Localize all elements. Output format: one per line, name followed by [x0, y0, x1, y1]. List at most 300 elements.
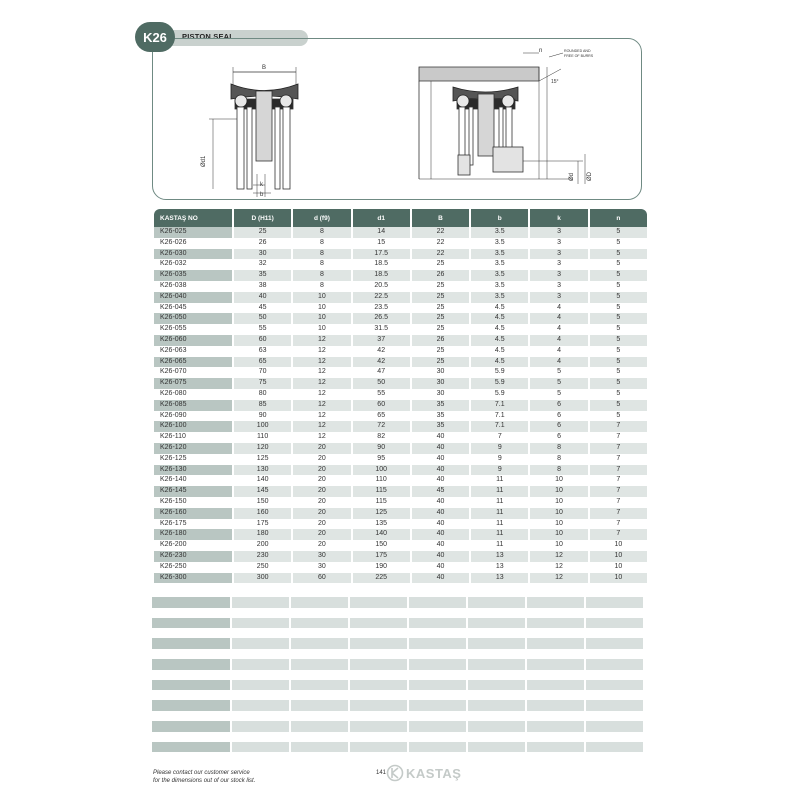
cell-n: 5: [590, 335, 647, 346]
cell-B: 30: [412, 378, 469, 389]
cell-k: 6: [530, 421, 587, 432]
cell-kastas-no: K26-140: [154, 475, 232, 486]
brand-name: KASTAŞ: [406, 765, 462, 781]
empty-cell: [152, 742, 230, 753]
cell-n: 10: [590, 551, 647, 562]
empty-table-row: [152, 618, 649, 629]
cell-B: 25: [412, 292, 469, 303]
cell-n: 7: [590, 432, 647, 443]
table-row: [154, 411, 647, 422]
cell-B: 30: [412, 389, 469, 400]
cell-n: 10: [590, 540, 647, 551]
footer-note: [153, 769, 255, 785]
cell-d1: 90: [353, 443, 410, 454]
empty-cell: [468, 742, 525, 753]
cell-d1: 65: [353, 411, 410, 422]
cell-n: 5: [590, 249, 647, 260]
cell-d1: 20.5: [353, 281, 410, 292]
empty-cell: [586, 721, 643, 732]
cell-n: 5: [590, 378, 647, 389]
cell-n: 5: [590, 357, 647, 368]
cell-n: 10: [590, 562, 647, 573]
cell-B: 40: [412, 475, 469, 486]
cell-kastas-no: K26-230: [154, 551, 232, 562]
empty-cell: [409, 721, 466, 732]
cell-b: 11: [471, 519, 528, 530]
table-row: [154, 303, 647, 314]
seal-installation-view: [419, 53, 585, 184]
empty-cell: [291, 618, 348, 629]
empty-cell: [350, 721, 407, 732]
empty-cell: [232, 721, 289, 732]
cell-kastas-no: K26-300: [154, 573, 232, 584]
cell-b: 7.1: [471, 421, 528, 432]
table-row: [154, 238, 647, 249]
empty-cell: [350, 700, 407, 711]
cell-D: 55: [234, 324, 291, 335]
empty-cell: [152, 700, 230, 711]
cell-d1: 110: [353, 475, 410, 486]
cell-D: 38: [234, 281, 291, 292]
cell-d1: 82: [353, 432, 410, 443]
empty-cell: [350, 680, 407, 691]
cell-B: 25: [412, 357, 469, 368]
col-header-D: D (H11): [234, 209, 291, 227]
col-header-kastas-no: KASTAŞ NO: [154, 209, 232, 227]
col-header-n: n: [590, 209, 647, 227]
empty-rows: [152, 597, 649, 763]
cell-b: 9: [471, 443, 528, 454]
cell-d1: 190: [353, 562, 410, 573]
dim-b-label: b: [260, 192, 264, 198]
cell-k: 6: [530, 400, 587, 411]
cell-b: 5.9: [471, 378, 528, 389]
cell-D: 300: [234, 573, 291, 584]
table-row: [154, 475, 647, 486]
empty-table-row: [152, 700, 649, 711]
cell-kastas-no: K26-110: [154, 432, 232, 443]
cell-k: 10: [530, 508, 587, 519]
cell-b: 13: [471, 551, 528, 562]
empty-cell: [232, 680, 289, 691]
cell-d: 20: [293, 454, 350, 465]
col-header-B: B: [412, 209, 469, 227]
cell-kastas-no: K26-120: [154, 443, 232, 454]
cell-d: 12: [293, 335, 350, 346]
cell-kastas-no: K26-180: [154, 529, 232, 540]
empty-cell: [586, 618, 643, 629]
cell-d: 20: [293, 519, 350, 530]
cell-k: 10: [530, 519, 587, 530]
cell-d1: 135: [353, 519, 410, 530]
cell-d1: 26.5: [353, 313, 410, 324]
empty-table-row: [152, 659, 649, 670]
cell-k: 6: [530, 432, 587, 443]
cell-n: 7: [590, 519, 647, 530]
cell-d: 8: [293, 249, 350, 260]
cell-B: 26: [412, 335, 469, 346]
table-row: [154, 508, 647, 519]
empty-cell: [350, 638, 407, 649]
table-row: [154, 378, 647, 389]
empty-cell: [291, 742, 348, 753]
table-row: [154, 313, 647, 324]
cell-k: 4: [530, 313, 587, 324]
table-row: [154, 519, 647, 530]
cell-b: 9: [471, 454, 528, 465]
cell-d: 8: [293, 259, 350, 270]
cell-kastas-no: K26-060: [154, 335, 232, 346]
empty-cell: [350, 597, 407, 608]
cell-B: 26: [412, 270, 469, 281]
empty-cell: [586, 700, 643, 711]
cell-D: 150: [234, 497, 291, 508]
cell-n: 5: [590, 400, 647, 411]
cell-D: 45: [234, 303, 291, 314]
cell-d: 20: [293, 540, 350, 551]
cell-k: 8: [530, 465, 587, 476]
cell-D: 75: [234, 378, 291, 389]
empty-cell: [409, 680, 466, 691]
table-row: [154, 562, 647, 573]
cell-d1: 50: [353, 378, 410, 389]
edge-note-line2: FREE OF BURRS: [564, 54, 594, 58]
cell-d1: 18.5: [353, 270, 410, 281]
cell-b: 4.5: [471, 335, 528, 346]
empty-cell: [586, 638, 643, 649]
cell-k: 3: [530, 227, 587, 238]
cell-B: 45: [412, 486, 469, 497]
cell-d: 12: [293, 400, 350, 411]
cell-n: 7: [590, 421, 647, 432]
empty-cell: [152, 618, 230, 629]
empty-cell: [468, 700, 525, 711]
cell-b: 3.5: [471, 270, 528, 281]
cell-B: 30: [412, 367, 469, 378]
cell-d: 12: [293, 421, 350, 432]
cell-kastas-no: K26-050: [154, 313, 232, 324]
cell-b: 4.5: [471, 303, 528, 314]
cell-d: 30: [293, 551, 350, 562]
cell-d: 20: [293, 508, 350, 519]
empty-cell: [291, 721, 348, 732]
cell-B: 40: [412, 551, 469, 562]
cell-d1: 95: [353, 454, 410, 465]
empty-cell: [232, 700, 289, 711]
table-row: [154, 454, 647, 465]
cell-kastas-no: K26-065: [154, 357, 232, 368]
cell-B: 35: [412, 411, 469, 422]
table-header-row: [154, 209, 647, 227]
cell-B: 40: [412, 529, 469, 540]
dim-B-label: B: [262, 65, 267, 71]
cell-d: 10: [293, 303, 350, 314]
cell-b: 3.5: [471, 227, 528, 238]
cell-n: 5: [590, 259, 647, 270]
cell-kastas-no: K26-090: [154, 411, 232, 422]
table-row: [154, 389, 647, 400]
dim-d1-label: Ød1: [201, 155, 207, 167]
empty-cell: [232, 638, 289, 649]
table-row: [154, 324, 647, 335]
cell-b: 11: [471, 486, 528, 497]
cell-d1: 100: [353, 465, 410, 476]
empty-cell: [409, 659, 466, 670]
cell-kastas-no: K26-130: [154, 465, 232, 476]
cell-B: 40: [412, 454, 469, 465]
table-row: [154, 335, 647, 346]
cell-k: 3: [530, 249, 587, 260]
cell-d: 20: [293, 475, 350, 486]
cell-d: 8: [293, 238, 350, 249]
empty-cell: [291, 597, 348, 608]
empty-cell: [586, 742, 643, 753]
cell-kastas-no: K26-145: [154, 486, 232, 497]
cell-D: 120: [234, 443, 291, 454]
footer-note-line1: Please contact our customer service: [153, 770, 250, 776]
cell-d: 20: [293, 497, 350, 508]
cell-kastas-no: K26-070: [154, 367, 232, 378]
cell-D: 130: [234, 465, 291, 476]
empty-cell: [152, 638, 230, 649]
cell-d1: 42: [353, 357, 410, 368]
cell-kastas-no: K26-025: [154, 227, 232, 238]
cell-B: 40: [412, 540, 469, 551]
cell-n: 7: [590, 475, 647, 486]
cell-k: 10: [530, 540, 587, 551]
cell-kastas-no: K26-200: [154, 540, 232, 551]
brand-logo: [386, 764, 461, 782]
cell-n: 5: [590, 313, 647, 324]
empty-cell: [350, 659, 407, 670]
dim-n-label: n: [539, 48, 543, 54]
empty-cell: [527, 742, 584, 753]
cell-B: 25: [412, 281, 469, 292]
cell-k: 10: [530, 486, 587, 497]
seal-cross-section: [209, 67, 298, 197]
cell-b: 13: [471, 573, 528, 584]
cell-B: 40: [412, 508, 469, 519]
cell-k: 4: [530, 303, 587, 314]
cell-D: 250: [234, 562, 291, 573]
cell-B: 25: [412, 324, 469, 335]
empty-cell: [409, 597, 466, 608]
empty-cell: [409, 638, 466, 649]
cell-d: 12: [293, 367, 350, 378]
empty-cell: [409, 700, 466, 711]
cell-b: 7.1: [471, 411, 528, 422]
cell-d1: 22.5: [353, 292, 410, 303]
dim-D-label: ØD: [587, 172, 593, 181]
cell-n: 7: [590, 486, 647, 497]
cell-D: 65: [234, 357, 291, 368]
cell-n: 5: [590, 303, 647, 314]
empty-table-row: [152, 680, 649, 691]
footer-note-line2: for the dimensions out of our stock list.: [153, 778, 256, 784]
cell-D: 25: [234, 227, 291, 238]
cell-d1: 55: [353, 389, 410, 400]
cell-k: 10: [530, 497, 587, 508]
cell-kastas-no: K26-160: [154, 508, 232, 519]
cell-d: 60: [293, 573, 350, 584]
cell-D: 40: [234, 292, 291, 303]
cell-kastas-no: K26-040: [154, 292, 232, 303]
cell-k: 3: [530, 238, 587, 249]
cell-n: 5: [590, 292, 647, 303]
cell-kastas-no: K26-026: [154, 238, 232, 249]
cell-b: 3.5: [471, 281, 528, 292]
empty-cell: [152, 659, 230, 670]
empty-cell: [291, 680, 348, 691]
cell-b: 3.5: [471, 292, 528, 303]
empty-cell: [527, 597, 584, 608]
cell-B: 40: [412, 432, 469, 443]
empty-cell: [152, 721, 230, 732]
empty-cell: [350, 618, 407, 629]
cell-B: 40: [412, 573, 469, 584]
cell-d: 12: [293, 346, 350, 357]
cell-D: 200: [234, 540, 291, 551]
cell-d: 12: [293, 411, 350, 422]
empty-table-row: [152, 597, 649, 608]
page-title: PISTON SEAL: [182, 32, 235, 41]
empty-cell: [468, 721, 525, 732]
cell-k: 3: [530, 281, 587, 292]
cell-b: 11: [471, 540, 528, 551]
cell-d1: 175: [353, 551, 410, 562]
table-row: [154, 443, 647, 454]
empty-cell: [527, 700, 584, 711]
table-row: [154, 346, 647, 357]
empty-cell: [468, 597, 525, 608]
cell-B: 40: [412, 465, 469, 476]
col-header-d1: d1: [353, 209, 410, 227]
empty-cell: [527, 721, 584, 732]
cell-D: 125: [234, 454, 291, 465]
cell-d1: 115: [353, 497, 410, 508]
table-row: [154, 292, 647, 303]
cell-kastas-no: K26-175: [154, 519, 232, 530]
cell-k: 4: [530, 324, 587, 335]
cell-kastas-no: K26-100: [154, 421, 232, 432]
table-row: [154, 270, 647, 281]
cell-b: 5.9: [471, 367, 528, 378]
table-row: [154, 432, 647, 443]
cell-d: 10: [293, 292, 350, 303]
cell-b: 13: [471, 562, 528, 573]
cell-n: 7: [590, 529, 647, 540]
cell-k: 8: [530, 443, 587, 454]
cell-n: 7: [590, 443, 647, 454]
cell-kastas-no: K26-080: [154, 389, 232, 400]
cell-B: 35: [412, 421, 469, 432]
empty-cell: [291, 700, 348, 711]
cell-D: 100: [234, 421, 291, 432]
cell-k: 3: [530, 270, 587, 281]
cell-d1: 31.5: [353, 324, 410, 335]
empty-cell: [152, 597, 230, 608]
cell-kastas-no: K26-055: [154, 324, 232, 335]
cell-B: 22: [412, 227, 469, 238]
technical-drawing-frame: [152, 38, 642, 200]
cell-d: 20: [293, 465, 350, 476]
cell-k: 3: [530, 259, 587, 270]
empty-cell: [232, 742, 289, 753]
empty-cell: [468, 638, 525, 649]
cell-d: 30: [293, 562, 350, 573]
cell-d1: 72: [353, 421, 410, 432]
empty-cell: [586, 659, 643, 670]
brand-logo-icon: [386, 764, 404, 782]
cell-d1: 60: [353, 400, 410, 411]
empty-cell: [350, 742, 407, 753]
cell-n: 5: [590, 281, 647, 292]
table-row: [154, 540, 647, 551]
cell-kastas-no: K26-150: [154, 497, 232, 508]
cell-d: 8: [293, 227, 350, 238]
cell-d1: 140: [353, 529, 410, 540]
dim-d-label: Ød: [569, 172, 575, 181]
table-row: [154, 281, 647, 292]
cell-B: 40: [412, 443, 469, 454]
dim-k-label: k: [260, 182, 263, 188]
cell-d: 8: [293, 281, 350, 292]
cell-kastas-no: K26-063: [154, 346, 232, 357]
table-row: [154, 551, 647, 562]
col-header-b: b: [471, 209, 528, 227]
cell-n: 5: [590, 411, 647, 422]
cell-kastas-no: K26-075: [154, 378, 232, 389]
cell-n: 7: [590, 454, 647, 465]
empty-cell: [152, 680, 230, 691]
empty-table-row: [152, 721, 649, 732]
cell-kastas-no: K26-125: [154, 454, 232, 465]
cell-n: 7: [590, 465, 647, 476]
cell-b: 11: [471, 475, 528, 486]
cell-b: 4.5: [471, 324, 528, 335]
dimension-table: [152, 209, 649, 583]
table-row: [154, 486, 647, 497]
cell-k: 3: [530, 292, 587, 303]
cell-D: 140: [234, 475, 291, 486]
cell-d1: 42: [353, 346, 410, 357]
cell-D: 50: [234, 313, 291, 324]
cell-D: 26: [234, 238, 291, 249]
cell-kastas-no: K26-045: [154, 303, 232, 314]
cell-k: 12: [530, 573, 587, 584]
empty-cell: [409, 618, 466, 629]
table-row: [154, 421, 647, 432]
cell-kastas-no: K26-030: [154, 249, 232, 260]
empty-cell: [527, 618, 584, 629]
cell-k: 4: [530, 357, 587, 368]
cell-k: 10: [530, 475, 587, 486]
table-row: [154, 367, 647, 378]
cell-d: 12: [293, 357, 350, 368]
cell-k: 8: [530, 454, 587, 465]
cell-b: 3.5: [471, 259, 528, 270]
product-code-badge: K26: [135, 22, 175, 52]
table-row: [154, 357, 647, 368]
page-number: 141: [376, 770, 387, 776]
cell-b: 3.5: [471, 238, 528, 249]
empty-cell: [468, 659, 525, 670]
cell-kastas-no: K26-032: [154, 259, 232, 270]
cell-d1: 37: [353, 335, 410, 346]
edge-note-line1: ROUNDED AND: [564, 49, 591, 53]
cell-D: 35: [234, 270, 291, 281]
col-header-k: k: [530, 209, 587, 227]
